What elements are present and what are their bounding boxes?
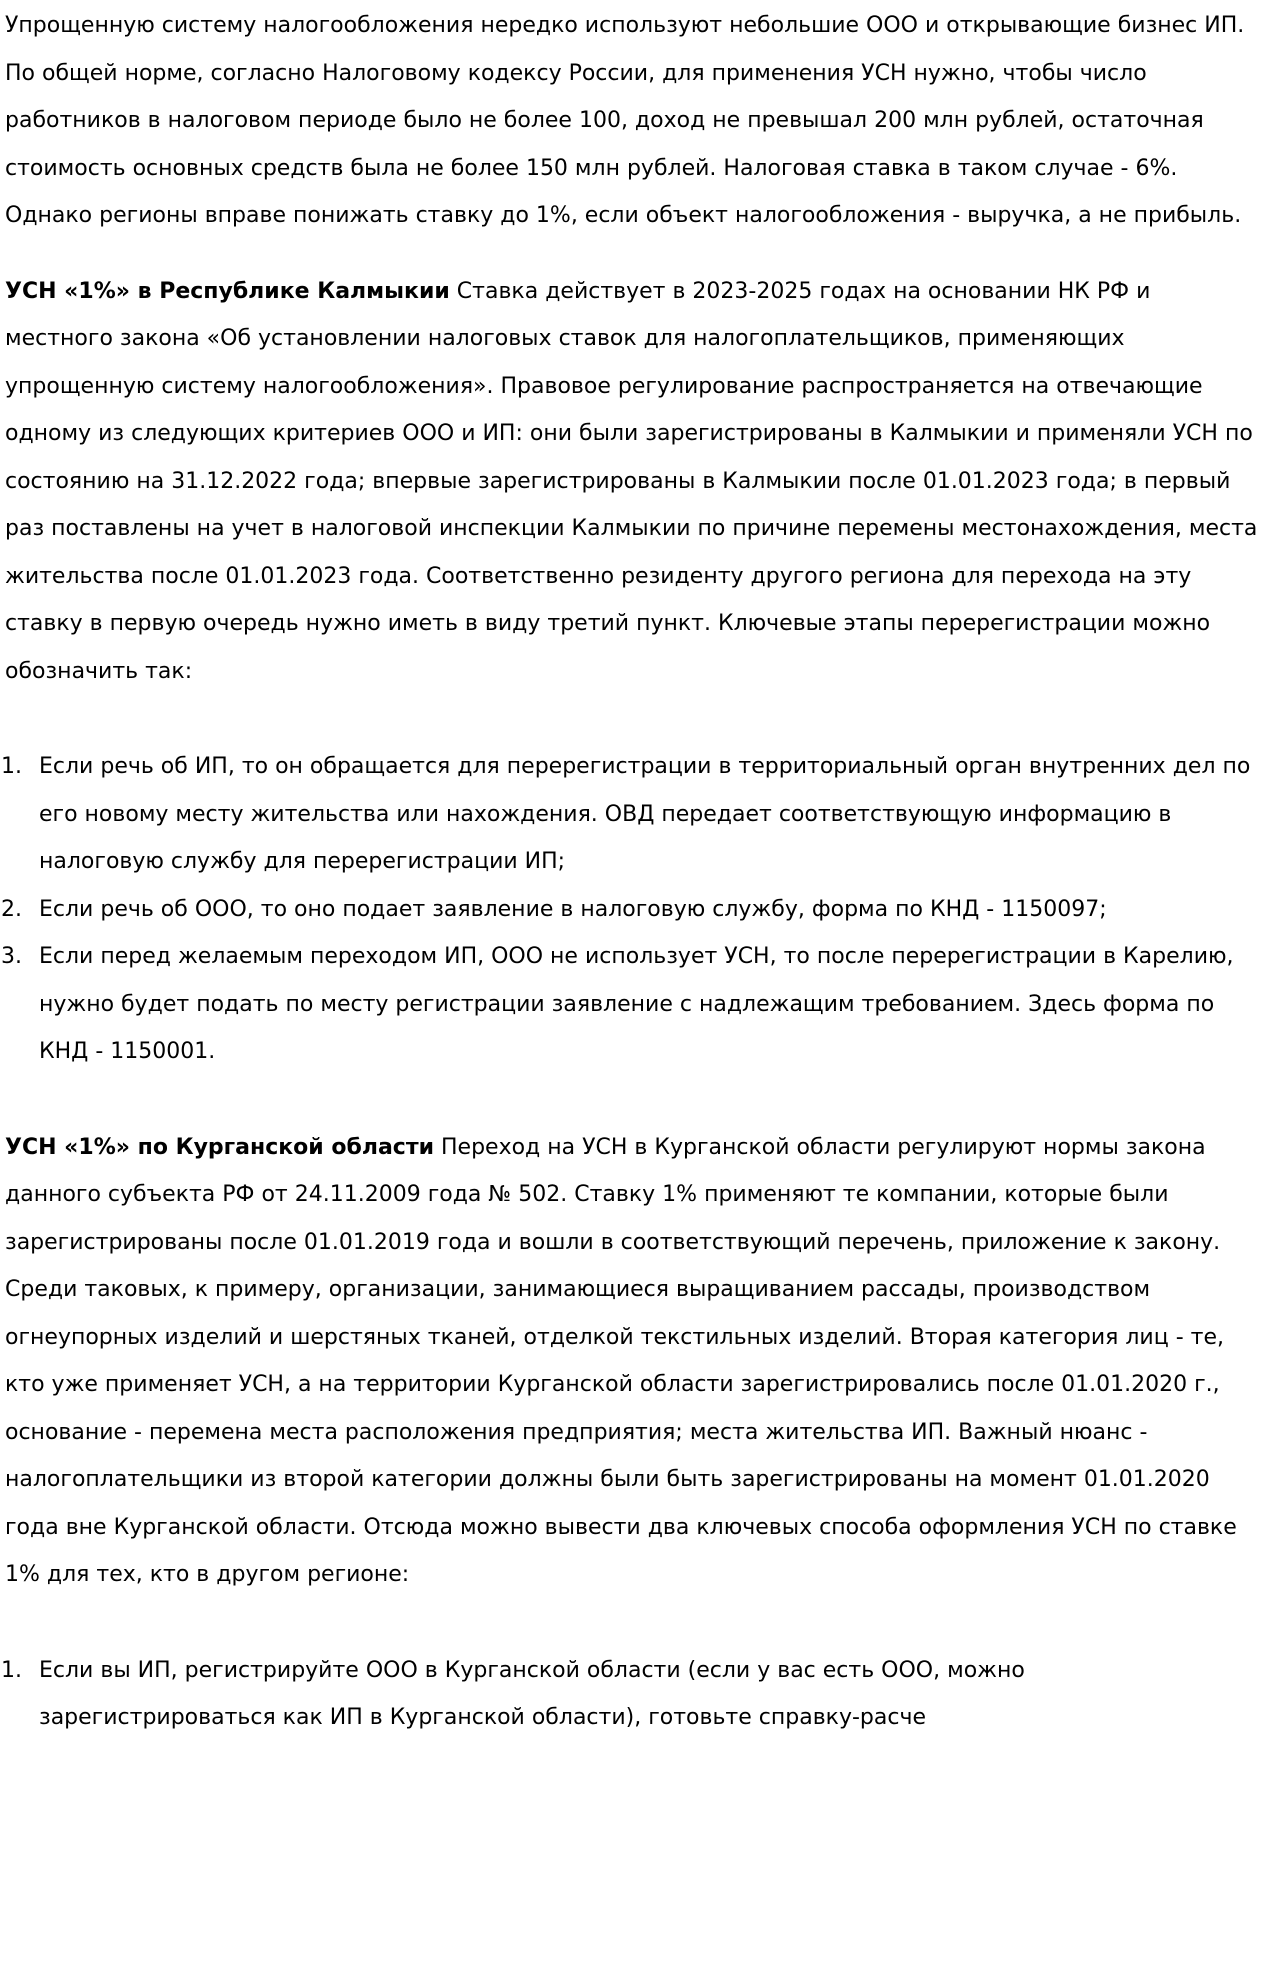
list-item: Если речь об ООО, то оно подает заявление в налоговую службу, форма по КНД - 1150097; [39, 896, 1107, 922]
kurgan-paragraph [5, 1124, 1265, 1599]
intro-paragraph: Упрощенную систему налогообложения нередко используют небольшие ООО и открывающие бизнес ИП. По общей норме, согласно Налоговому кодексу России, для применения УСН нужно, чтобы число работников в налоговом периоде было не более 100, доход не превышал 200 млн рублей, остаточная стоимость основных средств была не более 150 млн рублей. Налоговая ставка в таком случае - 6%. Однако регионы вправе понижать ставку до 1%, если объект налогообложения - выручка, а не прибыль. [5, 13, 1245, 228]
list-item: Если речь об ИП, то он обращается для перерегистрации в территориальный орган внутренних дел по его новому месту жительства или нахождения. ОВД передает соответствующую информацию в налоговую службу для перерегистрации ИП; [39, 754, 1251, 874]
kalmykia-steps-list [5, 743, 1265, 1076]
list-item: Если перед желаемым переходом ИП, ООО не использует УСН, то после перерегистрации в Карелию, нужно будет подать по месту регистрации заявление с надлежащим требованием. Здесь форма по КНД - 1150001. [39, 944, 1234, 1064]
kalmykia-paragraph-text: Ставка действует в 2023-2025 годах на основании НК РФ и местного закона «Об установлении налоговых ставок для налогоплательщиков, применяющих упрощенную систему налогообложения». Правовое регулирование распространяется на отвечающие одному из следующих критериев ООО и ИП: они были зарегистрированы в Калмыкии и применяли УСН по состоянию на 31.12.2022 года; впервые зарегистрированы в Калмыкии после 01.01.2023 года; в первый раз поставлены на учет в налоговой инспекции Калмыкии по причине перемены местонахождения, места жительства после 01.01.2023 года. Соответственно резиденту другого региона для перехода на эту ставку в первую очередь нужно иметь в виду третий пункт. Ключевые этапы перерегистрации можно обозначить так: [5, 278, 1258, 684]
kurgan-heading: УСН «1%» по Курганской области [5, 1134, 434, 1160]
kalmykia-paragraph [5, 268, 1265, 696]
kurgan-paragraph-text: Переход на УСН в Курганской области регулируют нормы закона данного субъекта РФ от 24.11.2009 года № 502. Ставку 1% применяют те компании, которые были зарегистрированы после 01.01.2019 года и вошли в соответствующий перечень, приложение к закону. Среди таковых, к примеру, организации, занимающиеся выращиванием рассады, производством огнеупорных изделий и шерстяных тканей, отделкой текстильных изделий. Вторая категория лиц - те, кто уже применяет УСН, а на территории Курганской области зарегистрировались после 01.01.2020 г., основание - перемена места расположения предприятия; места жительства ИП. Важный нюанс - налогоплательщики из второй категории должны были быть зарегистрированы на момент 01.01.2020 года вне Курганской области. Отсюда можно вывести два ключевых способа оформления УСН по ставке 1% для тех, кто в другом регионе: [5, 1134, 1237, 1587]
list-item: Если вы ИП, регистрируйте ООО в Курганской области (если у вас есть ООО, можно зарегистрироваться как ИП в Курганской области), готовьте справку-расче [39, 1657, 1025, 1730]
kalmykia-heading: УСН «1%» в Республике Калмыкии [5, 278, 450, 304]
kurgan-steps-list [5, 1647, 1265, 1742]
